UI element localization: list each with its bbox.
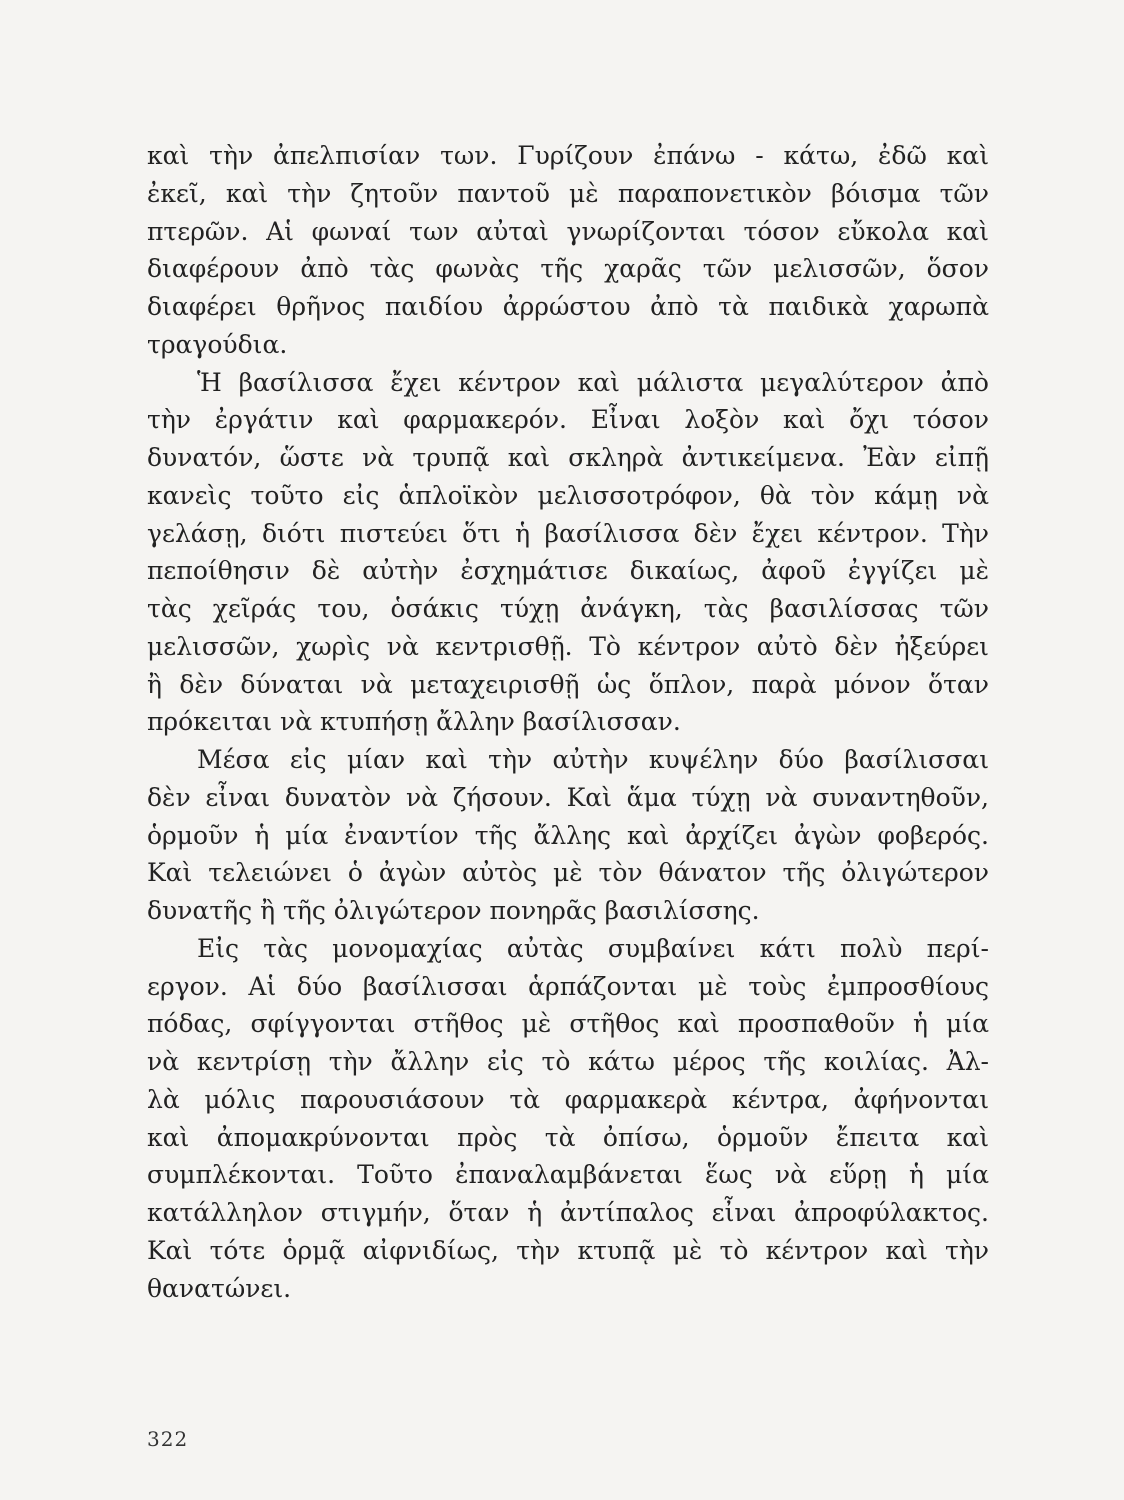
- text-line: τὰς χεῖράς του, ὁσάκις τύχῃ ἀνάγκη, τὰς βασιλίσσας τῶν: [147, 594, 989, 623]
- paragraph-3: [147, 741, 989, 930]
- text-line: καὶ ἀπομακρύνονται πρὸς τὰ ὀπίσω, ὁρμοῦν ἔπειτα καὶ: [147, 1122, 989, 1152]
- text-line: τραγούδια.: [147, 329, 288, 359]
- paragraph-2: [147, 364, 989, 742]
- text-line: θανατώνει.: [147, 1273, 292, 1303]
- text-line: Μέσα εἰς μίαν καὶ τὴν αὐτὴν κυψέλην δύο βασίλισσαι: [197, 745, 989, 774]
- text-line: καὶ τὴν ἀπελπισίαν των. Γυρίζουν ἐπάνω - κάτω, ἐδῶ καὶ: [147, 141, 989, 170]
- text-line: μελισσῶν, χωρὶς νὰ κεντρισθῇ. Τὸ κέντρον αὐτὸ δὲν ἠξεύρει: [147, 631, 989, 661]
- text-line: δυνατῆς ἢ τῆς ὀλιγώτερον πονηρᾶς βασιλίσσης.: [147, 896, 760, 925]
- text-line: δυνατόν, ὥστε νὰ τρυπᾷ καὶ σκληρὰ ἀντικείμενα. Ἐὰν εἰπῇ: [147, 443, 989, 472]
- text-line: τὴν ἐργάτιν καὶ φαρμακερόν. Εἶναι λοξὸν καὶ ὄχι τόσον: [147, 405, 989, 435]
- body-text: [147, 137, 989, 1307]
- text-line: πρόκειται νὰ κτυπήσῃ ἄλλην βασίλισσαν.: [147, 707, 681, 737]
- text-line: Καὶ τότε ὁρμᾷ αἰφνιδίως, τὴν κτυπᾷ μὲ τὸ κέντρον καὶ τὴν: [147, 1235, 989, 1265]
- text-line: ὁρμοῦν ἡ μία ἐναντίον τῆς ἄλλης καὶ ἀρχίζει ἀγὼν φοβερός.: [147, 820, 989, 850]
- text-line: Καὶ τελειώνει ὁ ἀγὼν αὐτὸς μὲ τὸν θάνατον τῆς ὀλιγώτερον: [147, 858, 989, 888]
- text-line: νὰ κεντρίσῃ τὴν ἄλλην εἰς τὸ κάτω μέρος τῆς κοιλίας. Ἀλ-: [147, 1047, 989, 1076]
- text-line: συμπλέκονται. Τοῦτο ἐπαναλαμβάνεται ἕως νὰ εὕρῃ ἡ μία: [147, 1160, 989, 1190]
- text-line: εργον. Αἱ δύο βασίλισσαι ἁρπάζονται μὲ τοὺς ἐμπροσθίους: [147, 971, 989, 1001]
- text-line: διαφέρουν ἀπὸ τὰς φωνὰς τῆς χαρᾶς τῶν μελισσῶν, ὅσον: [147, 254, 989, 284]
- text-line: ἢ δὲν δύναται νὰ μεταχειρισθῇ ὡς ὅπλον, παρὰ μόνον ὅταν: [147, 669, 989, 699]
- paragraph-4: [147, 930, 989, 1308]
- text-line: πόδας, σφίγγονται στῆθος μὲ στῆθος καὶ προσπαθοῦν ἡ μία: [147, 1009, 989, 1039]
- paragraph-1: [147, 137, 989, 364]
- text-line: πεποίθησιν δὲ αὐτὴν ἐσχημάτισε δικαίως, ἀφοῦ ἐγγίζει μὲ: [147, 556, 989, 586]
- text-line: πτερῶν. Αἱ φωναί των αὐταὶ γνωρίζονται τόσον εὔκολα καὶ: [147, 216, 989, 246]
- page-number: 322: [147, 1427, 189, 1451]
- text-line: Ἡ βασίλισσα ἔχει κέντρον καὶ μάλιστα μεγαλύτερον ἀπὸ: [197, 367, 989, 397]
- text-line: ἐκεῖ, καὶ τὴν ζητοῦν παντοῦ μὲ παραπονετικὸν βόισμα τῶν: [147, 178, 989, 208]
- text-line: γελάσῃ, διότι πιστεύει ὅτι ἡ βασίλισσα δὲν ἔχει κέντρον. Τὴν: [147, 518, 989, 548]
- text-line: διαφέρει θρῆνος παιδίου ἀρρώστου ἀπὸ τὰ παιδικὰ χαρωπὰ: [147, 292, 989, 321]
- text-line: κανεὶς τοῦτο εἰς ἁπλοϊκὸν μελισσοτρόφον, θὰ τὸν κάμῃ νὰ: [147, 480, 989, 510]
- text-line: λὰ μόλις παρουσιάσουν τὰ φαρμακερὰ κέντρα, ἀφήνονται: [147, 1084, 989, 1114]
- text-line: Εἰς τὰς μονομαχίας αὐτὰς συμβαίνει κάτι πολὺ περί-: [197, 933, 989, 963]
- text-line: δὲν εἶναι δυνατὸν νὰ ζήσουν. Καὶ ἅμα τύχῃ νὰ συναντηθοῦν,: [147, 782, 989, 812]
- text-line: κατάλληλον στιγμήν, ὅταν ἡ ἀντίπαλος εἶναι ἀπροφύλακτος.: [147, 1198, 989, 1227]
